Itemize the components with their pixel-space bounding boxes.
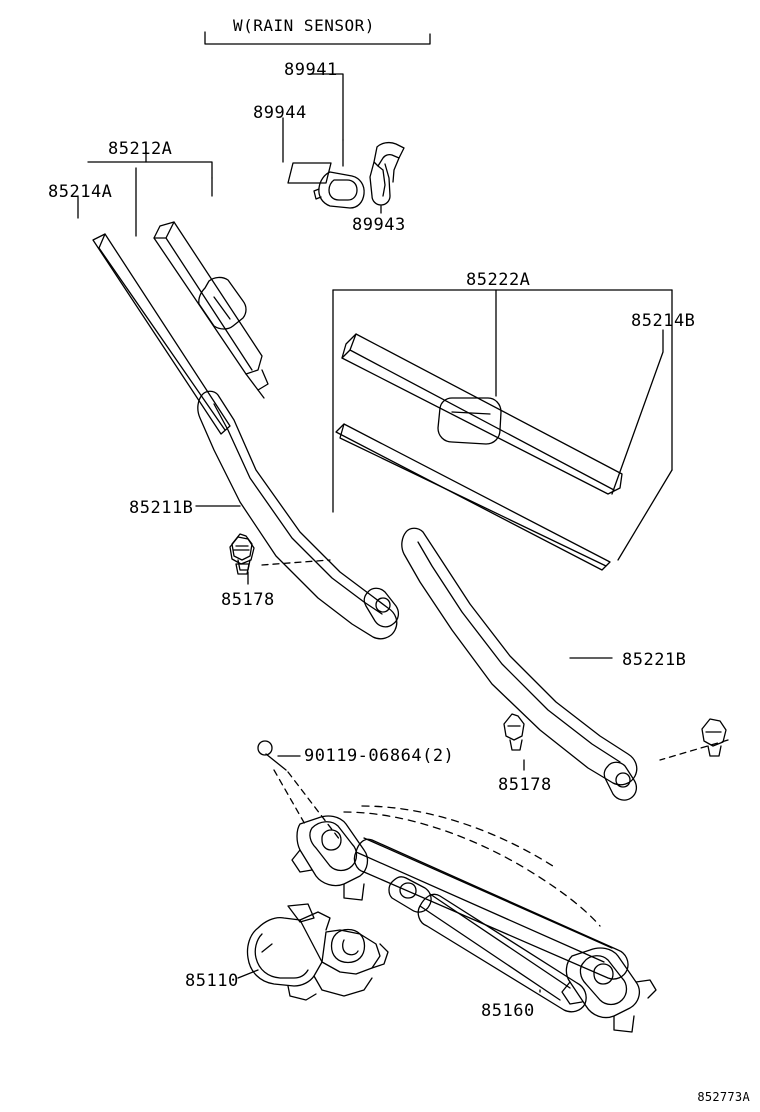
label-part-85178-left: 85178 [221,590,275,610]
label-part-85110: 85110 [185,971,239,991]
diagram-footer-code: 852773A [697,1090,750,1104]
label-part-85211b: 85211B [129,498,194,518]
label-part-85160: 85160 [481,1001,535,1021]
label-part-85222a: 85222A [466,270,531,290]
part-shape-85160-linkage [292,806,656,1032]
label-part-89944: 89944 [253,103,307,123]
leader-89941 [310,74,343,166]
part-shape-85214a-insert [93,234,230,434]
leader-85178-right [660,740,728,760]
label-part-85212a: 85212A [108,139,173,159]
label-rain-sensor-note: W(RAIN SENSOR) [233,16,375,35]
label-part-85178-right: 85178 [498,775,552,795]
label-part-89941: 89941 [284,60,338,80]
part-shape-85178-right-nut [702,719,726,756]
label-part-89943: 89943 [352,215,406,235]
leader-85178-left [262,560,330,565]
label-part-90119-06864: 90119-06864(2) [304,746,455,766]
part-shape-89943 [370,143,404,205]
part-shape-89944 [288,163,331,183]
part-shape-85222a-blade [342,334,622,494]
label-part-85221b: 85221B [622,650,687,670]
part-shape-85110-motor [247,904,388,1000]
leader-85214b [612,330,672,560]
part-shape-89941 [314,172,364,208]
part-shape-85212a-blade [154,222,268,398]
label-part-85214a: 85214A [48,182,113,202]
label-part-85214b: 85214B [631,311,696,331]
